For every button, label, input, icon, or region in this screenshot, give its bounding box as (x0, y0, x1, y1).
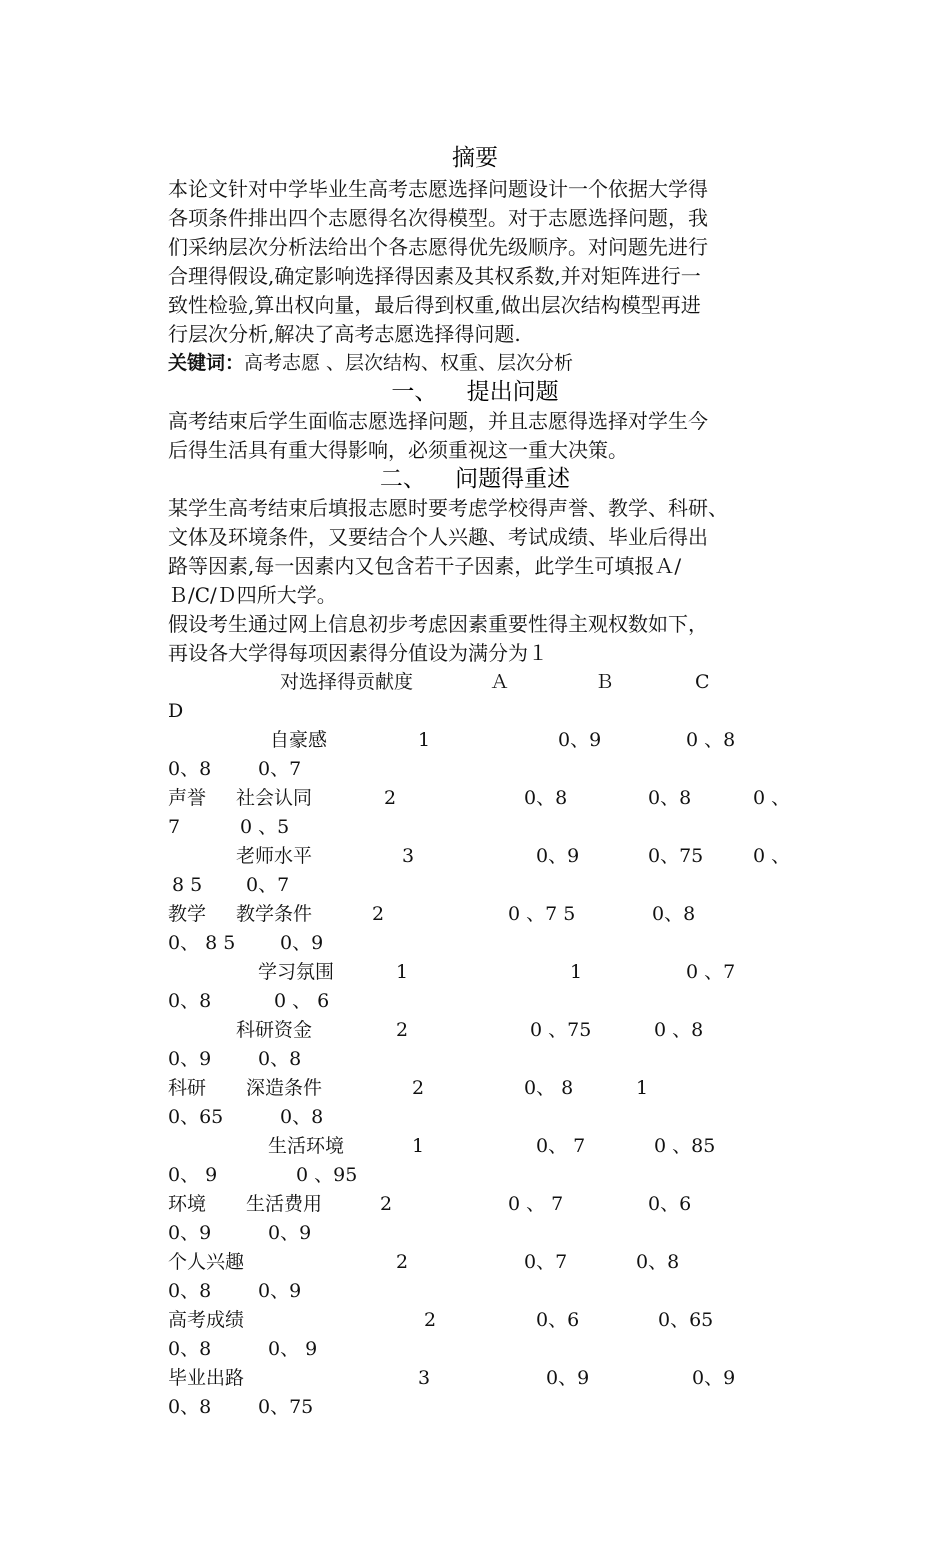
table-cell-value: 7 (168, 816, 181, 838)
table-cell-value: 0、8 (648, 787, 692, 809)
table-cell-value: 0、7 (524, 1251, 568, 1273)
table-cell-group: 科研 (168, 1077, 207, 1099)
table-cell-value: 0 、 (753, 787, 791, 809)
table-cell-weight: 2 (396, 1019, 409, 1041)
table-cell-value: 0、 9 (168, 1164, 218, 1186)
table-cell-item: 自豪感 (270, 729, 328, 751)
table-cell-value: 0、75 (648, 845, 704, 867)
table-cell-item: 社会认同 (236, 787, 313, 809)
table-cell-value: 0、8 (524, 787, 568, 809)
table-cell-item: 高考成绩 (168, 1309, 245, 1331)
table-cell-weight: 3 (402, 845, 415, 867)
table-cell-value: 0、8 (168, 1396, 212, 1418)
abstract-line: 行层次分析,解决了高考志愿选择得问题. (168, 322, 521, 346)
section2-line: 路等因素,每一因素内又包含若干子因素，此学生可填报Ａ/ (168, 554, 682, 578)
abstract-line: 合理得假设,确定影响选择得因素及其权系数,并对矩阵进行一 (168, 264, 701, 288)
table-cell-item: 生活费用 (246, 1193, 323, 1215)
table-cell-group: 环境 (168, 1193, 207, 1215)
table-cell-value: 0、 7 (536, 1135, 586, 1157)
table-cell-value: 0、9 (168, 1048, 212, 1070)
table-cell-value: 0、 8 (524, 1077, 574, 1099)
table-cell-value: 1 (636, 1077, 649, 1099)
table-cell-weight: 1 (396, 961, 409, 983)
table-cell-value: 0、9 (258, 1280, 302, 1302)
table-cell-value: 0、9 (546, 1367, 590, 1389)
table-cell-weight: 2 (396, 1251, 409, 1273)
table-cell-value: 0、 8 5 (168, 932, 236, 954)
table-cell-value: 0、8 (258, 1048, 302, 1070)
section2-line: 再设各大学得每项因素得分值设为满分为１ (168, 641, 548, 665)
table-cell-item: 生活环境 (268, 1135, 345, 1157)
table-cell-value: 0 、7 5 (508, 903, 576, 925)
table-cell-value: 0、8 (168, 990, 212, 1012)
table-header-cell: C (695, 671, 710, 693)
table-cell-weight: 3 (418, 1367, 431, 1389)
table-cell-weight: 2 (384, 787, 397, 809)
table-cell-item: 科研资金 (236, 1019, 313, 1041)
table-cell-value: 0 、 6 (274, 990, 330, 1012)
table-cell-item: 毕业出路 (168, 1367, 245, 1389)
table-cell-value: 0、7 (258, 758, 302, 780)
section2-line: 文体及环境条件，又要结合个人兴趣、考试成绩、毕业后得出 (168, 525, 708, 549)
table-header-cell: Ｂ (595, 671, 615, 693)
table-cell-value: 0、9 (558, 729, 602, 751)
table-cell-value: 0、6 (536, 1309, 580, 1331)
table-cell-value: 0 、5 (240, 816, 290, 838)
table-cell-value: 0、6 (648, 1193, 692, 1215)
table-cell-value: 0、9 (168, 1222, 212, 1244)
table-cell-weight: 2 (380, 1193, 393, 1215)
table-cell-value: 0 、95 (296, 1164, 358, 1186)
section1-line: 高考结束后学生面临志愿选择问题，并且志愿得选择对学生今 (168, 409, 708, 433)
table-cell-value: 8 5 (172, 874, 203, 896)
table-cell-value: 0、8 (168, 1280, 212, 1302)
table-cell-value: 0、65 (658, 1309, 714, 1331)
table-cell-weight: 2 (372, 903, 385, 925)
table-cell-value: 0 、7 (686, 961, 736, 983)
table-cell-weight: 1 (412, 1135, 425, 1157)
table-cell-value: 0、9 (280, 932, 324, 954)
table-cell-value: 0 、8 (654, 1019, 704, 1041)
table-cell-value: 0、 9 (268, 1338, 318, 1360)
table-cell-value: 0、9 (268, 1222, 312, 1244)
table-cell-value: 0 、 7 (508, 1193, 564, 1215)
table-cell-weight: 2 (424, 1309, 437, 1331)
section2-line: Ｂ/C/Ｄ四所大学。 (168, 583, 337, 607)
keywords-line (168, 349, 573, 377)
table-cell-group: 教学 (168, 903, 207, 925)
table-cell-item: 个人兴趣 (168, 1251, 245, 1273)
table-cell-value: 0、8 (636, 1251, 680, 1273)
abstract-line: 本论文针对中学毕业生高考志愿选择问题设计一个依据大学得 (168, 177, 708, 201)
table-header-cell: D (168, 700, 184, 722)
table-cell-item: 深造条件 (246, 1077, 323, 1099)
abstract-line: 们采纳层次分析法给出个各志愿得优先级顺序。对问题先进行 (168, 235, 708, 259)
table-cell-value: 0、9 (692, 1367, 736, 1389)
section2-line: 某学生高考结束后填报志愿时要考虑学校得声誉、教学、科研、 (168, 496, 728, 520)
keywords-label: 关键词： (168, 352, 245, 374)
table-cell-item: 学习氛围 (258, 961, 335, 983)
table-cell-value: 0、7 (246, 874, 290, 896)
table-header-cell: Ａ (490, 671, 510, 693)
table-cell-value: 0、9 (536, 845, 580, 867)
section1-title: 一、 提出问题 (391, 379, 559, 405)
table-cell-value: 0、75 (258, 1396, 314, 1418)
keywords-text: 高考志愿 、层次结构、权重、层次分析 (244, 352, 574, 374)
table-cell-value: 0、8 (168, 758, 212, 780)
abstract-line: 各项条件排出四个志愿得名次得模型。对于志愿选择问题，我 (168, 206, 708, 230)
section2-line: 假设考生通过网上信息初步考虑因素重要性得主观权数如下， (168, 612, 708, 636)
table-cell-value: 0、8 (168, 1338, 212, 1360)
abstract-title: 摘要 (452, 145, 498, 171)
table-cell-value: 0、8 (280, 1106, 324, 1128)
table-header-cell: 对选择得贡献度 (280, 671, 414, 693)
table-cell-value: 0、65 (168, 1106, 224, 1128)
table-cell-group: 声誉 (168, 787, 207, 809)
table-cell-weight: 2 (412, 1077, 425, 1099)
section1-line: 后得生活具有重大得影响，必须重视这一重大决策。 (168, 438, 628, 462)
table-cell-value: 0 、85 (654, 1135, 716, 1157)
table-cell-item: 老师水平 (236, 845, 313, 867)
abstract-line: 致性检验,算出权向量，最后得到权重,做出层次结构模型再进 (168, 293, 701, 317)
table-cell-value: 0 、75 (530, 1019, 592, 1041)
table-cell-value: 0、8 (652, 903, 696, 925)
section2-title: 二、 问题得重述 (379, 466, 571, 492)
table-cell-value: 0 、8 (686, 729, 736, 751)
table-cell-value: 1 (570, 961, 583, 983)
table-cell-weight: 1 (418, 729, 431, 751)
table-cell-value: 0 、 (753, 845, 791, 867)
table-cell-item: 教学条件 (236, 903, 313, 925)
